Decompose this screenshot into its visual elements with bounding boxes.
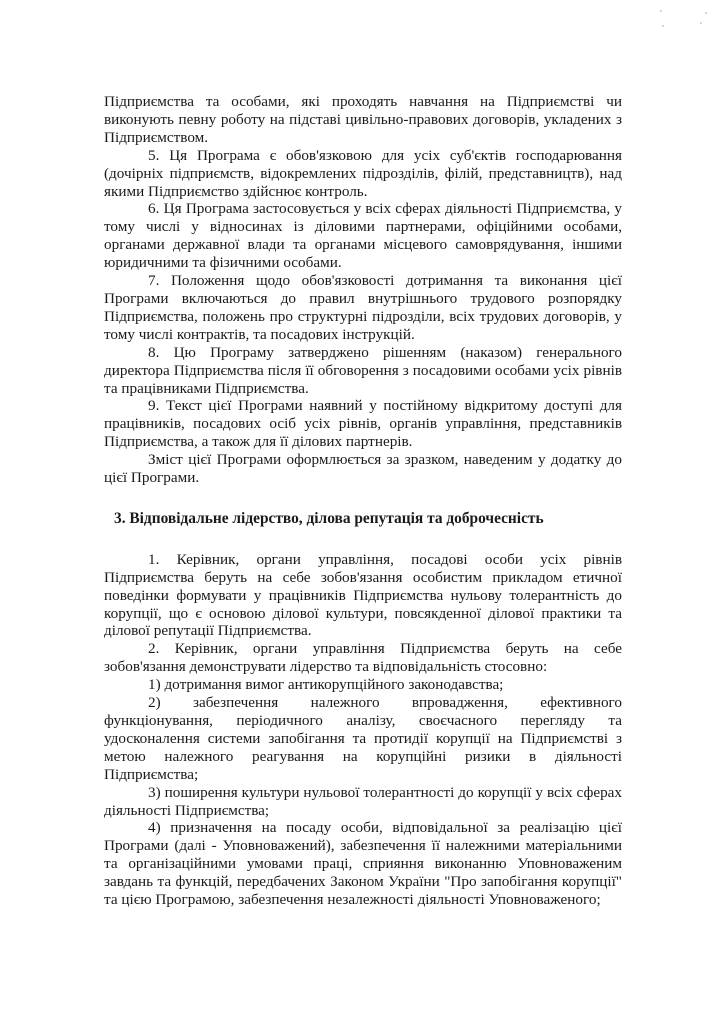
scan-speck [705,12,707,14]
paragraph-item-8: 8. Цю Програму затверджено рішенням (наказом) генерального директора Підприємства після її обговорення з посадовими особами усіх рівнів та працівниками Підприємства. [104,343,622,397]
scan-speck [660,10,662,12]
list-item-3: 3) поширення культури нульової толерантності до корупції у всіх сферах діяльності Підприємства; [104,783,622,819]
scan-speck [700,22,702,24]
paragraph-item-7: 7. Положення щодо обов'язковості дотримання та виконання цієї Програми включаються до правил внутрішнього трудового розпорядку Підприємства, положень про структурні підрозділи, всіх трудових договорів, у тому числі контрактів, та посадових інструкцій. [104,272,622,343]
paragraph-item-9: 9. Текст цієї Програми наявний у постійному відкритому доступі для працівників, посадових осіб усіх рівнів, органів управління, представників Підприємства, а також для її ділових партнерів. [104,397,622,451]
section-heading: 3. Відповідальне лідерство, ділова репутація та доброчесність [114,509,544,527]
paragraph-section3-item-1: 1. Керівник, органи управління, посадові особи усіх рівнів Підприємства беруть на себе зобов'язання особистим прикладом етичної поведінки формувати у працівників Підприємства нульову толерантність до корупції, що є основою ділової культури, повсякденної ділової практики та ділової репутації Підприємства. [104,550,622,640]
paragraph-section3-item-2: 2. Керівник, органи управління Підприємства беруть на себе зобов'язання демонструвати лідерство та відповідальність стосовно: [104,640,622,676]
paragraph-program-content: Зміст цієї Програми оформлюється за зразком, наведеним у додатку до цієї Програми. [104,451,622,487]
list-item-2: 2) забезпечення належного впровадження, ефективного функціонування, періодичного аналізу, своєчасного перегляду та удосконалення системи запобігання та протидії корупції на Підприємстві з метою належного реагування на корупційні ризики в діяльності Підприємства; [104,694,622,783]
document-page [104,93,622,909]
scan-speck [662,25,664,27]
list-item-4: 4) призначення на посаду особи, відповідальної за реалізацію цієї Програми (далі - Уповноважений), забезпечення її належними матеріальними та організаційними умовами праці, сприяння виконанню Уповноваженим завдань та функцій, передбачених Законом України "Про запобігання корупції" та цією Програмою, забезпечення незалежності діяльності Уповноваженого; [104,819,622,909]
list-item-1: 1) дотримання вимог антикорупційного законодавства; [148,676,504,694]
paragraph-item-6: 6. Ця Програма застосовується у всіх сферах діяльності Підприємства, у тому числі у відносинах із діловими партнерами, офіційними особами, органами державної влади та органами місцевого самоврядування, іншими юридичними та фізичними особами. [104,200,622,272]
paragraph-item-5: 5. Ця Програма є обов'язковою для усіх суб'єктів господарювання (дочірніх підприємств, відокремлених підрозділів, філій, представництв), над якими Підприємство здійснює контроль. [104,146,622,200]
paragraph-intro-continuation: Підприємства та особами, які проходять навчання на Підприємстві чи виконують певну роботу на підставі цивільно-правових договорів, укладених з Підприємством. [104,93,622,146]
